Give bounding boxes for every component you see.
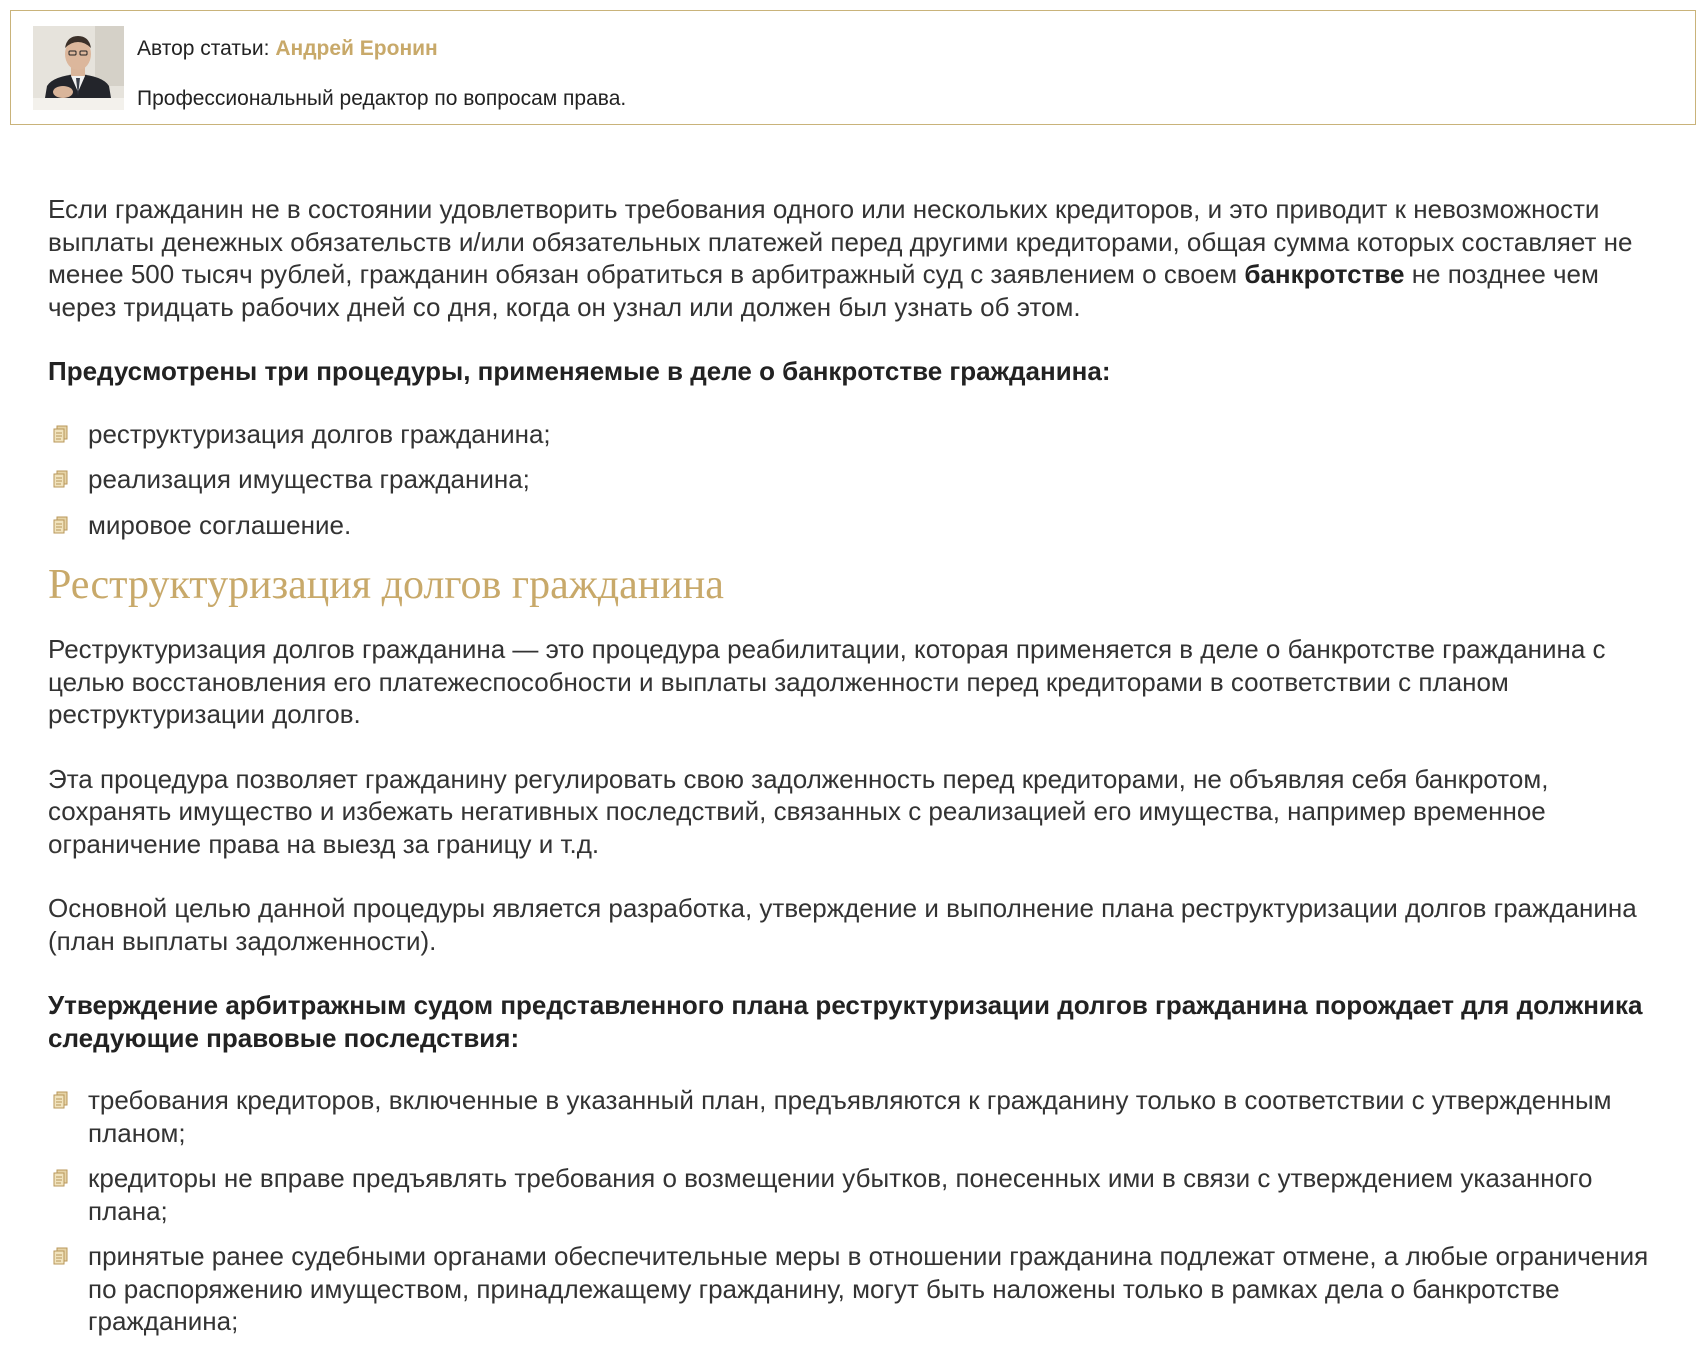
intro-text: Если гражданин не в состоянии удовлетворить требования одного или нескольких кредиторов, и это приводит к невозможности выплаты денежных обязательств и/или обязательных платежей перед другими кредиторами, общая сумма которых составляет не менее 500 тысяч рублей, гражданин обязан обратиться в арбитражный суд с заявлением о своем (48, 194, 1633, 289)
list-item-text: реализация имущества гражданина; (88, 464, 530, 494)
procedures-lead: Предусмотрены три процедуры, применяемые в деле о банкротстве гражданина: (48, 356, 1111, 386)
author-box (10, 10, 1696, 125)
list-item (48, 1162, 1668, 1227)
author-description: Профессиональный редактор по вопросам права. (137, 87, 627, 110)
list-item (48, 509, 1668, 542)
article-content (48, 193, 1668, 1356)
document-stack-icon (51, 469, 71, 489)
document-stack-icon (51, 1168, 71, 1188)
list-item (48, 1240, 1668, 1338)
consequences-list (48, 1084, 1668, 1338)
document-stack-icon (51, 1246, 71, 1266)
list-item-text: требования кредиторов, включенные в указанный план, предъявляются к гражданину только в соответствии с утвержденным планом; (88, 1085, 1612, 1148)
intro-text-end: не позднее чем через тридцать рабочих дней со дня, когда он узнал или должен был узнать об этом. (48, 259, 1599, 322)
list-item-text: принятые ранее судебными органами обеспечительные меры в отношении гражданина подлежат отмене, а любые ограничения по распоряжению имуществом, принадлежащему гражданину, могут быть наложены только в рамках дела о банкротстве гражданина; (88, 1241, 1649, 1336)
author-name-link[interactable]: Андрей Еронин (275, 37, 438, 60)
consequences-lead: Утверждение арбитражным судом представленного плана реструктуризации долгов гражданина порождает для должника следующие правовые последствия: (48, 990, 1643, 1053)
list-item-text: реструктуризация долгов гражданина; (88, 418, 551, 449)
list-item-text: мировое соглашение. (88, 509, 352, 540)
list-item (48, 1084, 1668, 1149)
author-photo-icon (33, 26, 124, 110)
section-paragraph-3: Основной целью данной процедуры является разработка, утверждение и выполнение плана реструктуризации долгов гражданина (план выплаты задолженности). (48, 893, 1637, 956)
section-title: Реструктуризация долгов гражданина (48, 562, 724, 608)
author-prefix: Автор статьи: (137, 37, 270, 60)
document-stack-icon (51, 1090, 71, 1110)
intro-bold-word: банкротстве (1244, 259, 1405, 289)
list-item-text: кредиторы не вправе предъявлять требования о возмещении убытков, понесенных ими в связи с утверждением указанного плана; (88, 1163, 1593, 1226)
procedures-list (48, 418, 1668, 542)
document-stack-icon (51, 515, 71, 535)
author-line (137, 35, 438, 63)
author-avatar (33, 26, 124, 110)
list-item (48, 418, 1668, 451)
section-paragraph-1: Реструктуризация долгов гражданина — это процедура реабилитации, которая применяется в деле о банкротстве гражданина с целью восстановления его платежеспособности и выплаты задолженности перед кредиторами в соответствии с планом реструктуризации долгов. (48, 634, 1606, 729)
section-paragraph-2: Эта процедура позволяет гражданину регулировать свою задолженность перед кредиторами, не объявляя себя банкротом, сохранять имущество и избежать негативных последствий, связанных с реализацией его имущества, например временное ограничение права на выезд за границу и т.д. (48, 763, 1549, 859)
document-stack-icon (51, 424, 71, 444)
list-item (48, 463, 1668, 496)
intro-paragraph (48, 193, 1668, 323)
